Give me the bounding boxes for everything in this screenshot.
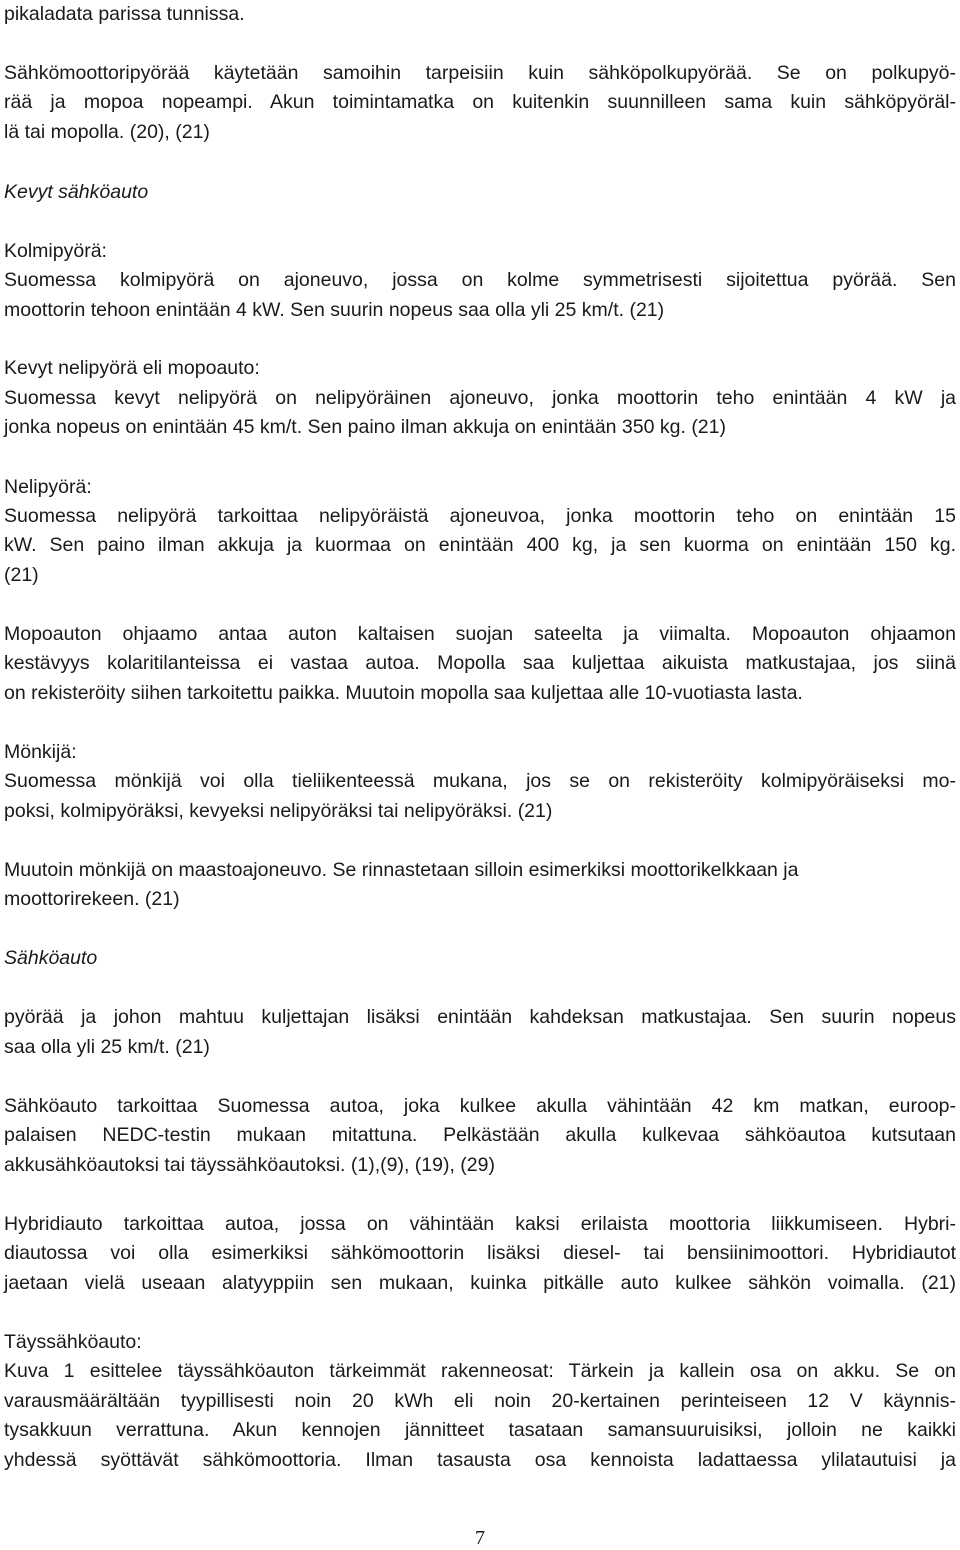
text-line: Suomessa mönkijä voi olla tieliikenteessä mukana, jos se on rekisteröity kolmipyöräiseksi mo- <box>4 770 956 792</box>
text-line: pyörää ja johon mahtuu kuljettajan lisäksi enintään kahdeksan matkustajaa. Sen suurin nopeus <box>4 1006 956 1028</box>
text-line: Suomessa nelipyörä tarkoittaa nelipyöräistä ajoneuvoa, jonka moottorin teho on enintään 15 <box>4 505 956 527</box>
subsection-heading: Mönkijä: <box>4 741 77 763</box>
text-line: moottorin tehoon enintään 4 kW. Sen suurin nopeus saa olla yli 25 km/t. (21) <box>4 299 665 321</box>
text-line: jaetaan vielä useaan alatyyppiin sen mukaan, kuinka pitkälle auto kulkee sähkön voimalla. (21) <box>4 1272 956 1294</box>
text-line: Suomessa kevyt nelipyörä on nelipyöräinen ajoneuvo, jonka moottorin teho enintään 4 kW ja <box>4 387 956 409</box>
subsection-heading: Kolmipyörä: <box>4 240 107 262</box>
subsection-heading: Täyssähköauto: <box>4 1331 142 1353</box>
text-line: kestävyys kolaritilanteissa ei vastaa autoa. Mopolla saa kuljettaa aikuista matkustajaa, jos siinä <box>4 652 956 674</box>
text-line: on rekisteröity siihen tarkoitettu paikka. Muutoin mopolla saa kuljettaa alle 10-vuotiasta lasta. <box>4 682 803 704</box>
text-line: jonka nopeus on enintään 45 km/t. Sen paino ilman akkuja on enintään 350 kg. (21) <box>4 416 726 438</box>
section-heading: Kevyt sähköauto <box>4 181 149 203</box>
text-line: rää ja mopoa nopeampi. Akun toimintamatka on kuitenkin suunnilleen sama kuin sähköpyöräl- <box>4 91 956 113</box>
text-line: Sähköauto tarkoittaa Suomessa autoa, joka kulkee akulla vähintään 42 km matkan, euroop- <box>4 1095 956 1117</box>
text-line: varausmäärältään tyypillisesti noin 20 kWh eli noin 20-kertainen perinteiseen 12 V käynnis- <box>4 1390 956 1412</box>
text-line: pikaladata parissa tunnissa. <box>4 3 245 25</box>
text-line: Sähkömoottoripyörää käytetään samoihin tarpeisiin kuin sähköpolkupyörää. Se on polkupyö- <box>4 62 956 84</box>
text-line: Mopoauton ohjaamo antaa auton kaltaisen suojan sateelta ja viimalta. Mopoauton ohjaamon <box>4 623 956 645</box>
text-line: Muutoin mönkijä on maastoajoneuvo. Se rinnastetaan silloin esimerkiksi moottorikelkkaan ja <box>4 859 799 881</box>
text-line: tysakkuun verrattuna. Akun kennojen jännitteet tasataan samansuuruisiksi, jolloin ne kaikki <box>4 1419 956 1441</box>
text-line: diautossa voi olla esimerkiksi sähkömoottorin lisäksi diesel- tai bensiinimoottori. Hybridiautot <box>4 1242 956 1264</box>
text-line: saa olla yli 25 km/t. (21) <box>4 1036 210 1058</box>
text-line: yhdessä syöttävät sähkömoottoria. Ilman tasausta osa kennoista ladattaessa ylilatautuisi ja <box>4 1449 956 1471</box>
text-line: (21) <box>4 564 39 586</box>
text-line: palaisen NEDC-testin mukaan mitattuna. Pelkästään akulla kulkevaa sähköautoa kutsutaan <box>4 1124 956 1146</box>
section-heading: Sähköauto <box>4 947 98 969</box>
subsection-heading: Nelipyörä: <box>4 476 92 498</box>
text-line: poksi, kolmipyöräksi, kevyeksi nelipyöräksi tai nelipyöräksi. (21) <box>4 800 553 822</box>
text-line: Suomessa kolmipyörä on ajoneuvo, jossa on kolme symmetrisesti sijoitettua pyörää. Sen <box>4 269 956 291</box>
page-number: 7 <box>475 1527 485 1549</box>
text-line: moottorirekeen. (21) <box>4 888 180 910</box>
text-line: akkusähköautoksi tai täyssähköautoksi. (1),(9), (19), (29) <box>4 1154 495 1176</box>
text-line: Kuva 1 esittelee täyssähköauton tärkeimmät rakenneosat: Tärkein ja kallein osa on akku. Se on <box>4 1360 956 1382</box>
subsection-heading: Kevyt nelipyörä eli mopoauto: <box>4 357 260 379</box>
text-line: lä tai mopolla. (20), (21) <box>4 121 210 143</box>
text-line: kW. Sen paino ilman akkuja ja kuormaa on enintään 400 kg, ja sen kuorma on enintään 150 kg. <box>4 534 956 556</box>
text-line: Hybridiauto tarkoittaa autoa, jossa on vähintään kaksi erilaista moottoria liikkumiseen. Hybri- <box>4 1213 956 1235</box>
